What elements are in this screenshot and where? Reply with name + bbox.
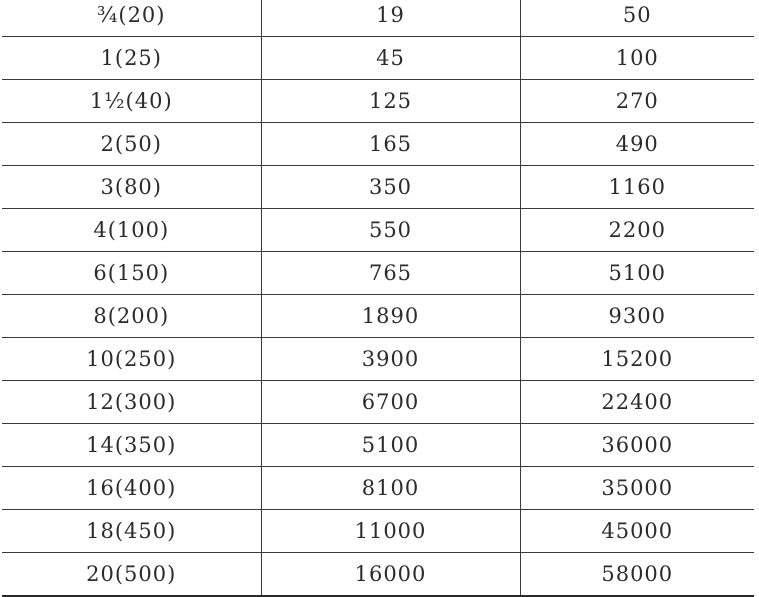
table-cell: 3(80) bbox=[2, 166, 261, 209]
table-cell: 125 bbox=[261, 80, 520, 123]
table-cell: 5100 bbox=[261, 424, 520, 467]
table-cell: 3900 bbox=[261, 338, 520, 381]
table-row bbox=[2, 553, 754, 597]
table-cell: 58000 bbox=[520, 553, 754, 597]
table-cell: 6(150) bbox=[2, 252, 261, 295]
table-row bbox=[2, 381, 754, 424]
table-cell: 1890 bbox=[261, 295, 520, 338]
table-cell: 490 bbox=[520, 123, 754, 166]
table-cell: 15200 bbox=[520, 338, 754, 381]
table-cell: ¾(20) bbox=[2, 0, 261, 37]
table-cell: 12(300) bbox=[2, 381, 261, 424]
table-cell: 16000 bbox=[261, 553, 520, 597]
table-row bbox=[2, 295, 754, 338]
table-cell: 2200 bbox=[520, 209, 754, 252]
table-cell: 6700 bbox=[261, 381, 520, 424]
table-cell: 100 bbox=[520, 37, 754, 80]
table-cell: 165 bbox=[261, 123, 520, 166]
table-row bbox=[2, 510, 754, 553]
table-cell: 10(250) bbox=[2, 338, 261, 381]
table-cell: 1160 bbox=[520, 166, 754, 209]
table-row bbox=[2, 252, 754, 295]
table-row bbox=[2, 0, 754, 37]
table-cell: 20(500) bbox=[2, 553, 261, 597]
table-cell: 19 bbox=[261, 0, 520, 37]
table-row bbox=[2, 424, 754, 467]
table-row bbox=[2, 209, 754, 252]
table-cell: 550 bbox=[261, 209, 520, 252]
table-cell: 765 bbox=[261, 252, 520, 295]
table-cell: 1½(40) bbox=[2, 80, 261, 123]
table-cell: 50 bbox=[520, 0, 754, 37]
table-cell: 11000 bbox=[261, 510, 520, 553]
data-table bbox=[2, 0, 754, 597]
table-cell: 5100 bbox=[520, 252, 754, 295]
table-cell: 9300 bbox=[520, 295, 754, 338]
table-row bbox=[2, 166, 754, 209]
table-cell: 45 bbox=[261, 37, 520, 80]
table-row bbox=[2, 338, 754, 381]
table-cell: 1(25) bbox=[2, 37, 261, 80]
table-cell: 18(450) bbox=[2, 510, 261, 553]
table-cell: 14(350) bbox=[2, 424, 261, 467]
table-cell: 16(400) bbox=[2, 467, 261, 510]
table-cell: 35000 bbox=[520, 467, 754, 510]
table-cell: 36000 bbox=[520, 424, 754, 467]
table-row bbox=[2, 467, 754, 510]
table-cell: 350 bbox=[261, 166, 520, 209]
table-cell: 22400 bbox=[520, 381, 754, 424]
table-cell: 2(50) bbox=[2, 123, 261, 166]
table-row bbox=[2, 80, 754, 123]
table-row bbox=[2, 37, 754, 80]
table-cell: 4(100) bbox=[2, 209, 261, 252]
table-cell: 8100 bbox=[261, 467, 520, 510]
table-cell: 8(200) bbox=[2, 295, 261, 338]
table-cell: 270 bbox=[520, 80, 754, 123]
table-row bbox=[2, 123, 754, 166]
table-cell: 45000 bbox=[520, 510, 754, 553]
